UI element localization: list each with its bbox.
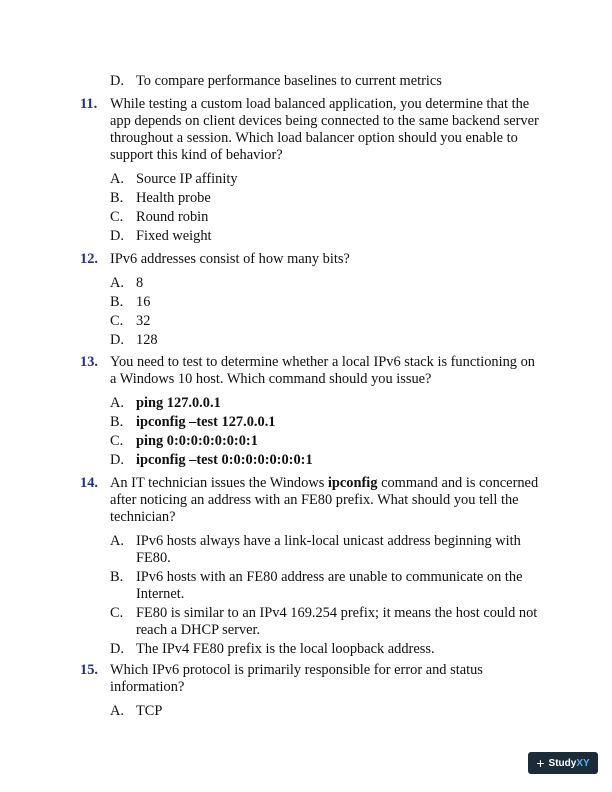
option-c: C. 32 [110,313,151,329]
option-c: C. FE80 is similar to an IPv4 169.254 prefix; it means the host could not reach a DHCP server. [110,605,538,638]
question-number: 15. [80,662,98,678]
option-d: D. ipconfig –test 0:0:0:0:0:0:0:1 [110,452,313,468]
question-text: While testing a custom load balanced application, you determine that the app depends on client devices being connected to the same backend server throughout a session. Which load balancer option should you enable to support this kind of behavior? [110,96,539,163]
option-a: A. ping 127.0.0.1 [110,395,221,411]
options-list [110,395,542,469]
question-number: 13. [80,354,98,370]
options-list [110,703,542,720]
question-number: 12. [80,251,98,267]
question-number: 11. [80,96,98,112]
option-a: A. IPv6 hosts always have a link-local unicast address beginning with FE80. [110,533,521,566]
option-a: A. Source IP affinity [110,171,238,187]
option-b: B. IPv6 hosts with an FE80 address are unable to communicate on the Internet. [110,569,523,602]
question-13 [80,354,542,471]
question-14 [80,475,542,660]
option-b: B. Health probe [110,190,211,206]
option-a: A. 8 [110,275,144,291]
options-list [110,275,542,349]
question-11 [80,96,542,247]
question-12 [80,251,542,351]
option-d-previous-question [110,73,570,90]
brand-name-xy: XY [576,757,590,769]
option-b: B. ipconfig –test 127.0.0.1 [110,414,276,430]
question-number: 14. [80,475,98,491]
options-list [110,171,542,245]
option-a: A. TCP [110,703,163,719]
option-b: B. 16 [110,294,151,310]
question-text: Which IPv6 protocol is primarily responsible for error and status information? [110,662,483,695]
option-letter: D. [110,73,124,89]
option-c: C. Round robin [110,209,209,225]
question-15 [80,662,542,722]
option-d: D. The IPv4 FE80 prefix is the local loopback address. [110,641,435,657]
option-d: D. 128 [110,332,158,348]
command-name: ipconfig [327,475,378,491]
question-text: An IT technician issues the Windows ipconfig command and is concerned after noticing an address with an FE80 prefix. What should you tell the technician? [110,475,539,525]
question-text: IPv6 addresses consist of how many bits? [110,251,350,267]
option-text: To compare performance baselines to current metrics [136,73,442,89]
question-text: You need to test to determine whether a local IPv6 stack is functioning on a Windows 10 host. Which command should you issue? [110,354,535,387]
studyxy-badge[interactable] [528,752,598,774]
option-c: C. ping 0:0:0:0:0:0:0:1 [110,433,258,449]
brand-name-study: Study [548,757,577,769]
options-list [110,533,542,658]
option-d: D. Fixed weight [110,228,212,244]
plus-icon: + [536,754,545,771]
